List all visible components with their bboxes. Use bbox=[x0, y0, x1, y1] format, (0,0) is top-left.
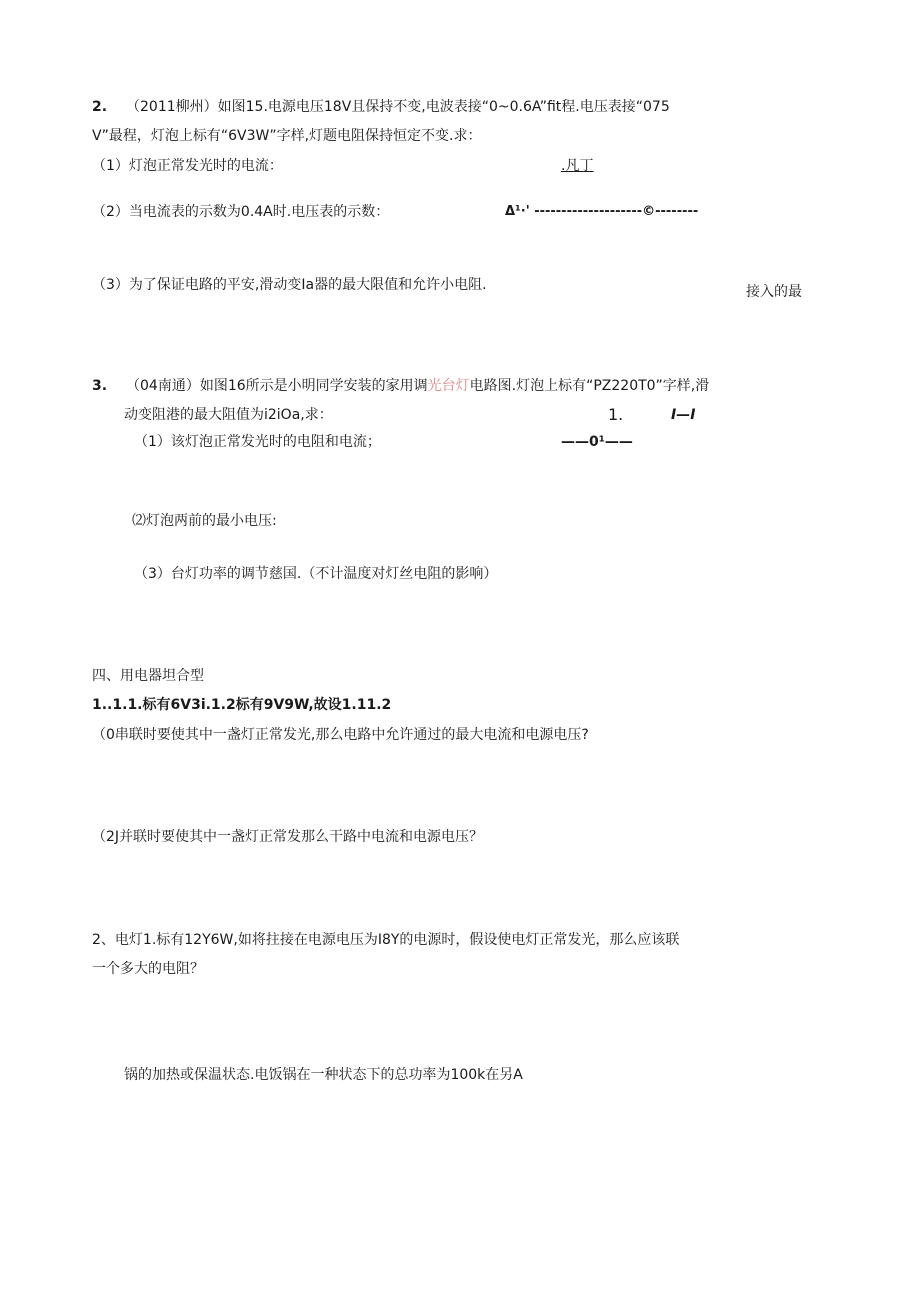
q2-circuit-fragment: Δ¹·' --------------------©-------- bbox=[505, 204, 699, 219]
s4-q2-line1: 2、电灯1.标有12Y6W,如将拄接在电源电压为I8Y的电源时，假设使电灯正常发光，那么应该联 bbox=[92, 932, 680, 948]
q2-line1: （2011柳州）如图15.电源电压18V且保持不变,电波表接“0~0.6A”fit程.电压表接“075 bbox=[126, 99, 670, 115]
q3-figure-label: 1. bbox=[608, 405, 624, 424]
q2-part1: （1）灯泡正常发光时的电流： bbox=[92, 158, 283, 174]
q3-part3: （3）台灯功率的调节慈国.（不计温度对灯丝电阻的影响） bbox=[134, 566, 498, 582]
q3-line1-a: （04南通）如图16所示是小明同学安装的家用调 bbox=[126, 378, 428, 394]
s4-q3-line: 锅的加热或保温状态.电饭锅在一种状态下的总功率为100k在另A bbox=[124, 1067, 523, 1083]
q3-line1-b: 电路图.灯泡上标有“PZ220T0”字样,滑 bbox=[469, 378, 710, 394]
q3-circuit-fragment: ——0¹—— bbox=[561, 434, 633, 450]
section4-heading: 四、用电器坦合型 bbox=[92, 668, 204, 684]
q3-line1 bbox=[126, 376, 709, 396]
q2-number: 2. bbox=[92, 99, 108, 115]
s4-q2-line2: 一个多大的电阻？ bbox=[92, 961, 204, 977]
q2-figure-label: .凡丁 bbox=[561, 158, 594, 174]
s4-q1-part1: （0串联时要使其中一盏灯正常发光,那么电路中允许通过的最大电流和电源电压? bbox=[92, 727, 589, 743]
q3-line2: 动变阻港的最大阻值为i2iOa,求： bbox=[124, 407, 333, 423]
q2-part2: （2）当电流表的示数为0.4A时.电压表的示数： bbox=[92, 204, 390, 220]
q3-part1: （1）该灯泡正常发光时的电阻和电流； bbox=[134, 434, 381, 450]
q3-part2: ⑵灯泡两前的最小电压: bbox=[132, 513, 277, 529]
q3-figure-fragment: I—I bbox=[671, 407, 696, 423]
s4-q1: 1..1.1.标有6V3i.1.2标有9V9W,故设1.11.2 bbox=[92, 697, 392, 713]
q2-part3: （3）为了保证电路的平安,滑动变Ia器的最大限值和允许小电阻. bbox=[92, 277, 487, 293]
q3-number: 3. bbox=[92, 378, 108, 394]
s4-q1-part2: （2J并联时要使其中一盏灯正常发那么干路中电流和电源电压？ bbox=[92, 829, 484, 845]
q2-part3-tail: 接入的最 bbox=[746, 284, 802, 300]
q3-line1-highlight: 光台灯 bbox=[427, 378, 470, 394]
q2-line2: V”最程，灯泡上标有“6V3W”字样,灯题电阻保持恒定不变.求： bbox=[92, 128, 482, 144]
